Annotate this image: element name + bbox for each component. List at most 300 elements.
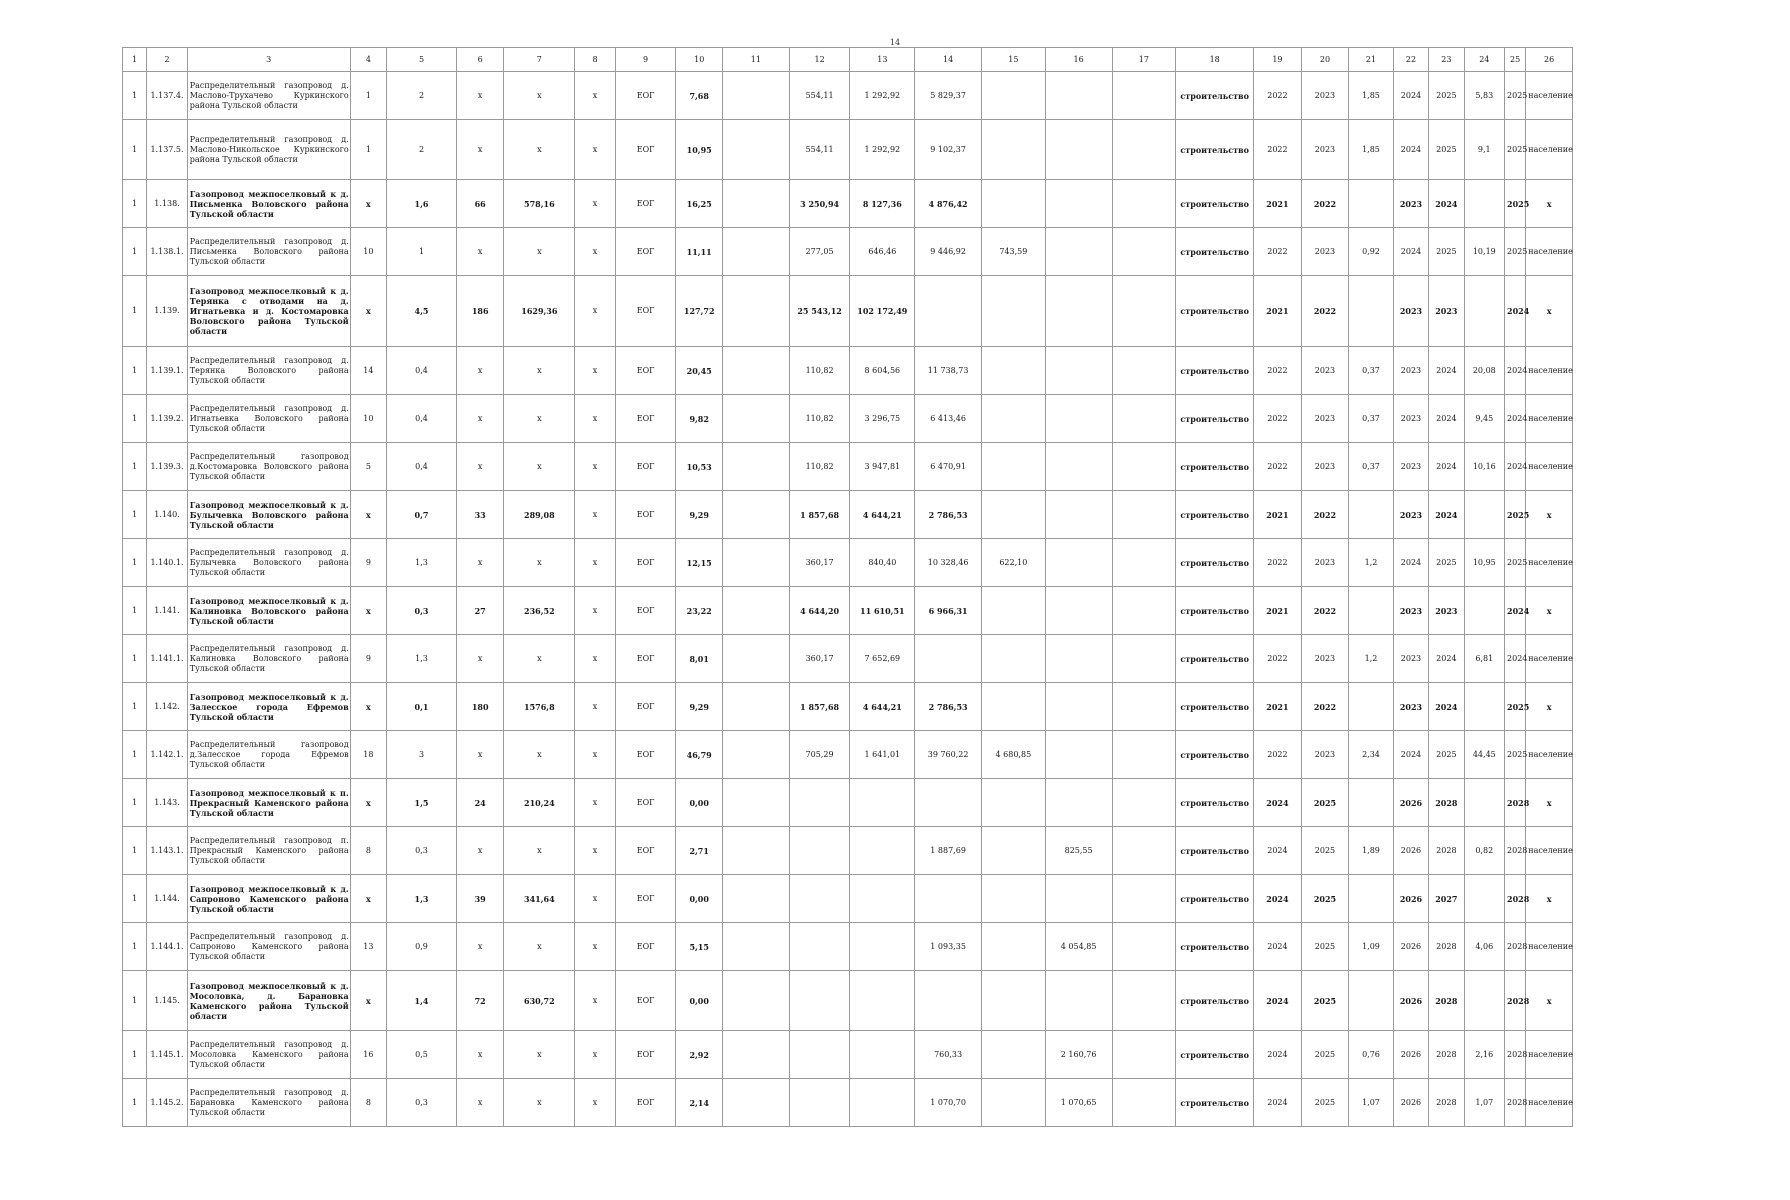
- table-cell: ЕОГ: [615, 491, 676, 539]
- table-cell: 5,83: [1464, 72, 1504, 120]
- table-cell: 2025: [1429, 72, 1464, 120]
- object-name-cell: Распределительный газопровод д. Булычевка Воловского района Тульской области: [187, 539, 350, 587]
- table-cell: 2024: [1505, 635, 1526, 683]
- column-number-15: 15: [981, 48, 1045, 72]
- table-cell: 1,07: [1464, 1079, 1504, 1127]
- table-cell: 1629,36: [504, 276, 575, 347]
- table-cell: 1: [123, 539, 147, 587]
- table-cell: [1349, 971, 1394, 1031]
- table-cell: 2024: [1429, 395, 1464, 443]
- table-cell: 127,72: [676, 276, 723, 347]
- table-cell: 2025: [1429, 228, 1464, 276]
- table-cell: [1112, 779, 1176, 827]
- table-cell: население: [1526, 395, 1573, 443]
- table-cell: [789, 923, 850, 971]
- table-cell: строительство: [1176, 923, 1254, 971]
- table-cell: строительство: [1176, 347, 1254, 395]
- table-cell: ЕОГ: [615, 635, 676, 683]
- table-cell: ЕОГ: [615, 347, 676, 395]
- table-cell: 1: [350, 120, 386, 180]
- table-cell: 2022: [1254, 72, 1302, 120]
- table-cell: [789, 875, 850, 923]
- table-cell: х: [575, 347, 615, 395]
- table-cell: ЕОГ: [615, 971, 676, 1031]
- header-row: [123, 48, 1573, 72]
- table-cell: 2025: [1429, 120, 1464, 180]
- table-cell: 9: [350, 539, 386, 587]
- table-cell: [722, 276, 789, 347]
- gas-pipeline-table: [122, 47, 1573, 1127]
- column-number-23: 23: [1429, 48, 1464, 72]
- table-cell: 1,4: [387, 971, 457, 1031]
- table-cell: х: [575, 180, 615, 228]
- table-cell: [1045, 443, 1112, 491]
- table-cell: 1 093,35: [915, 923, 982, 971]
- table-cell: 1: [123, 971, 147, 1031]
- object-name-cell: Газопровод межпоселковый к д. Залесское города Ефремов Тульской области: [187, 683, 350, 731]
- table-cell: [722, 120, 789, 180]
- table-cell: 2024: [1505, 395, 1526, 443]
- table-row: [123, 923, 1573, 971]
- table-cell: 20,45: [676, 347, 723, 395]
- table-cell: 66: [456, 180, 504, 228]
- table-cell: 2028: [1505, 1031, 1526, 1079]
- table-cell: [981, 276, 1045, 347]
- table-cell: х: [575, 539, 615, 587]
- table-cell: [1464, 875, 1504, 923]
- table-cell: 1.142.: [147, 683, 187, 731]
- table-cell: 2022: [1301, 180, 1349, 228]
- table-cell: 2021: [1254, 587, 1302, 635]
- table-cell: 2025: [1429, 731, 1464, 779]
- table-cell: население: [1526, 539, 1573, 587]
- table-cell: 2022: [1254, 539, 1302, 587]
- table-cell: х: [575, 72, 615, 120]
- table-cell: [981, 395, 1045, 443]
- table-cell: [1112, 228, 1176, 276]
- table-cell: 1.145.2.: [147, 1079, 187, 1127]
- table-cell: 1.143.1.: [147, 827, 187, 875]
- table-cell: [722, 923, 789, 971]
- table-cell: 2023: [1301, 731, 1349, 779]
- table-cell: х: [350, 276, 386, 347]
- table-cell: 840,40: [850, 539, 915, 587]
- table-cell: 2022: [1254, 395, 1302, 443]
- table-cell: х: [575, 971, 615, 1031]
- table-cell: х: [575, 228, 615, 276]
- table-cell: 7 652,69: [850, 635, 915, 683]
- table-cell: [1112, 827, 1176, 875]
- table-cell: строительство: [1176, 1031, 1254, 1079]
- table-cell: 0,3: [387, 1079, 457, 1127]
- table-cell: 2028: [1505, 875, 1526, 923]
- table-cell: [1045, 491, 1112, 539]
- table-cell: население: [1526, 443, 1573, 491]
- table-cell: 2025: [1505, 491, 1526, 539]
- column-number-8: 8: [575, 48, 615, 72]
- table-cell: 110,82: [789, 395, 850, 443]
- table-cell: 2022: [1254, 120, 1302, 180]
- table-cell: 0,92: [1349, 228, 1394, 276]
- table-cell: строительство: [1176, 1079, 1254, 1127]
- table-cell: [981, 683, 1045, 731]
- table-cell: 2,71: [676, 827, 723, 875]
- table-cell: ЕОГ: [615, 228, 676, 276]
- table-cell: 12,15: [676, 539, 723, 587]
- table-cell: х: [350, 971, 386, 1031]
- table-cell: строительство: [1176, 180, 1254, 228]
- table-cell: [722, 72, 789, 120]
- table-cell: 2022: [1301, 587, 1349, 635]
- table-cell: ЕОГ: [615, 923, 676, 971]
- table-cell: [722, 228, 789, 276]
- table-cell: х: [504, 72, 575, 120]
- table-row: [123, 228, 1573, 276]
- table-cell: 2023: [1393, 491, 1428, 539]
- table-cell: 6,81: [1464, 635, 1504, 683]
- table-cell: [722, 395, 789, 443]
- table-cell: 2025: [1301, 1031, 1349, 1079]
- table-cell: 1,3: [387, 539, 457, 587]
- table-cell: 2023: [1301, 228, 1349, 276]
- table-cell: [1112, 347, 1176, 395]
- table-cell: 1: [123, 923, 147, 971]
- table-cell: [1045, 276, 1112, 347]
- table-cell: 7,68: [676, 72, 723, 120]
- table-cell: х: [504, 1079, 575, 1127]
- table-cell: 2024: [1505, 276, 1526, 347]
- table-cell: х: [456, 228, 504, 276]
- table-row: [123, 875, 1573, 923]
- table-cell: 11 738,73: [915, 347, 982, 395]
- table-cell: х: [504, 120, 575, 180]
- table-cell: население: [1526, 1031, 1573, 1079]
- table-cell: [722, 347, 789, 395]
- table-row: [123, 1079, 1573, 1127]
- table-cell: [1045, 228, 1112, 276]
- table-cell: 2024: [1429, 180, 1464, 228]
- table-cell: ЕОГ: [615, 587, 676, 635]
- table-cell: 1 887,69: [915, 827, 982, 875]
- table-cell: 2028: [1429, 923, 1464, 971]
- object-name-cell: Газопровод межпоселковый к д. Мосоловка, д. Барановка Каменского района Тульской области: [187, 971, 350, 1031]
- table-cell: население: [1526, 731, 1573, 779]
- table-cell: 360,17: [789, 635, 850, 683]
- table-cell: [1045, 120, 1112, 180]
- table-cell: строительство: [1176, 875, 1254, 923]
- table-cell: 1.139.: [147, 276, 187, 347]
- table-cell: 2028: [1429, 971, 1464, 1031]
- table-cell: 2025: [1505, 72, 1526, 120]
- table-cell: [1112, 731, 1176, 779]
- table-cell: [1112, 180, 1176, 228]
- table-cell: х: [456, 539, 504, 587]
- table-cell: 1 857,68: [789, 683, 850, 731]
- table-cell: 1.141.: [147, 587, 187, 635]
- table-cell: 1,6: [387, 180, 457, 228]
- table-cell: [1464, 683, 1504, 731]
- table-cell: х: [504, 635, 575, 683]
- table-cell: х: [350, 875, 386, 923]
- table-cell: ЕОГ: [615, 180, 676, 228]
- object-name-cell: Газопровод межпоселковый к д. Калиновка Воловского района Тульской области: [187, 587, 350, 635]
- table-cell: 1: [123, 1079, 147, 1127]
- object-name-cell: Газопровод межпоселковый к п. Прекрасный Каменского района Тульской области: [187, 779, 350, 827]
- table-cell: 1,3: [387, 635, 457, 683]
- object-name-cell: Газопровод межпоселковый к д. Письменка Воловского района Тульской области: [187, 180, 350, 228]
- table-cell: 743,59: [981, 228, 1045, 276]
- table-cell: 2023: [1429, 276, 1464, 347]
- table-cell: 1,5: [387, 779, 457, 827]
- table-cell: х: [575, 1079, 615, 1127]
- table-cell: 2024: [1429, 443, 1464, 491]
- table-cell: 1.145.1.: [147, 1031, 187, 1079]
- table-cell: население: [1526, 347, 1573, 395]
- table-cell: [981, 587, 1045, 635]
- table-cell: 2024: [1254, 875, 1302, 923]
- table-cell: 630,72: [504, 971, 575, 1031]
- table-cell: [722, 827, 789, 875]
- table-cell: 11,11: [676, 228, 723, 276]
- table-cell: [722, 180, 789, 228]
- table-cell: 10,16: [1464, 443, 1504, 491]
- table-cell: 2028: [1505, 923, 1526, 971]
- table-cell: ЕОГ: [615, 539, 676, 587]
- table-cell: х: [350, 779, 386, 827]
- table-cell: [1112, 120, 1176, 180]
- table-cell: х: [504, 1031, 575, 1079]
- table-cell: 1: [123, 395, 147, 443]
- table-cell: [1464, 587, 1504, 635]
- table-cell: 10,95: [1464, 539, 1504, 587]
- table-cell: 1.141.1.: [147, 635, 187, 683]
- table-cell: 2023: [1301, 347, 1349, 395]
- table-cell: 2022: [1254, 443, 1302, 491]
- table-cell: х: [456, 443, 504, 491]
- table-cell: х: [575, 875, 615, 923]
- table-cell: строительство: [1176, 276, 1254, 347]
- table-cell: 2026: [1393, 971, 1428, 1031]
- table-cell: 2025: [1301, 1079, 1349, 1127]
- table-cell: [1349, 875, 1394, 923]
- table-cell: [1349, 180, 1394, 228]
- table-cell: х: [575, 1031, 615, 1079]
- table-cell: население: [1526, 120, 1573, 180]
- table-cell: 2021: [1254, 276, 1302, 347]
- table-cell: 0,3: [387, 587, 457, 635]
- object-name-cell: Распределительный газопровод д. Барановка Каменского района Тульской области: [187, 1079, 350, 1127]
- table-cell: [1112, 875, 1176, 923]
- table-cell: 2023: [1429, 587, 1464, 635]
- table-cell: 0,82: [1464, 827, 1504, 875]
- table-cell: х: [575, 923, 615, 971]
- table-cell: 2028: [1429, 1079, 1464, 1127]
- table-cell: [1045, 971, 1112, 1031]
- table-cell: 9,29: [676, 491, 723, 539]
- table-cell: х: [504, 539, 575, 587]
- table-cell: 2023: [1393, 276, 1428, 347]
- table-cell: [1464, 276, 1504, 347]
- table-cell: 2: [387, 72, 457, 120]
- table-cell: 39 760,22: [915, 731, 982, 779]
- table-cell: 825,55: [1045, 827, 1112, 875]
- table-cell: 1,89: [1349, 827, 1394, 875]
- table-cell: [789, 827, 850, 875]
- table-cell: 2026: [1393, 779, 1428, 827]
- table-cell: [1112, 971, 1176, 1031]
- table-cell: 0,9: [387, 923, 457, 971]
- column-number-11: 11: [722, 48, 789, 72]
- table-cell: 4 054,85: [1045, 923, 1112, 971]
- table-cell: х: [1526, 683, 1573, 731]
- table-cell: 2022: [1254, 347, 1302, 395]
- table-cell: [981, 635, 1045, 683]
- table-cell: [789, 779, 850, 827]
- table-cell: [1349, 683, 1394, 731]
- table-cell: 1 641,01: [850, 731, 915, 779]
- table-cell: х: [504, 443, 575, 491]
- table-cell: 1.140.: [147, 491, 187, 539]
- table-cell: строительство: [1176, 443, 1254, 491]
- table-cell: [850, 779, 915, 827]
- table-cell: 2023: [1301, 635, 1349, 683]
- table-cell: [981, 923, 1045, 971]
- object-name-cell: Распределительный газопровод д. Терянка Воловского района Тульской области: [187, 347, 350, 395]
- table-cell: х: [575, 587, 615, 635]
- table-cell: 2028: [1429, 1031, 1464, 1079]
- table-cell: 2023: [1393, 443, 1428, 491]
- table-cell: х: [456, 347, 504, 395]
- table-cell: 16: [350, 1031, 386, 1079]
- table-cell: 2023: [1393, 347, 1428, 395]
- table-cell: х: [456, 923, 504, 971]
- table-cell: 2028: [1505, 779, 1526, 827]
- column-number-4: 4: [350, 48, 386, 72]
- table-cell: х: [1526, 587, 1573, 635]
- table-cell: 1.142.1.: [147, 731, 187, 779]
- table-cell: 13: [350, 923, 386, 971]
- table-cell: 1,2: [1349, 635, 1394, 683]
- object-name-cell: Распределительный газопровод д.Костомаровка Воловского района Тульской области: [187, 443, 350, 491]
- table-cell: х: [575, 120, 615, 180]
- table-cell: 4 644,21: [850, 683, 915, 731]
- table-cell: 0,1: [387, 683, 457, 731]
- table-cell: [1464, 971, 1504, 1031]
- table-cell: [1112, 395, 1176, 443]
- table-cell: 1: [123, 635, 147, 683]
- table-cell: [1045, 731, 1112, 779]
- table-cell: 1: [350, 72, 386, 120]
- table-row: [123, 827, 1573, 875]
- table-cell: 2,34: [1349, 731, 1394, 779]
- table-row: [123, 180, 1573, 228]
- table-cell: 4 680,85: [981, 731, 1045, 779]
- table-cell: [1464, 779, 1504, 827]
- table-cell: 1.143.: [147, 779, 187, 827]
- table-cell: 23,22: [676, 587, 723, 635]
- table-cell: [981, 347, 1045, 395]
- table-cell: 4 644,20: [789, 587, 850, 635]
- table-cell: х: [504, 731, 575, 779]
- table-cell: 2025: [1301, 779, 1349, 827]
- table-cell: 554,11: [789, 72, 850, 120]
- table-cell: 25 543,12: [789, 276, 850, 347]
- column-number-9: 9: [615, 48, 676, 72]
- table-cell: 1.144.1.: [147, 923, 187, 971]
- table-cell: 2024: [1505, 587, 1526, 635]
- table-cell: [722, 779, 789, 827]
- table-cell: ЕОГ: [615, 1079, 676, 1127]
- table-cell: 0,37: [1349, 395, 1394, 443]
- table-cell: 2025: [1301, 971, 1349, 1031]
- table-cell: 2024: [1254, 827, 1302, 875]
- table-cell: [1112, 276, 1176, 347]
- table-cell: 1.137.5.: [147, 120, 187, 180]
- table-cell: ЕОГ: [615, 827, 676, 875]
- table-cell: [1045, 635, 1112, 683]
- table-cell: 9,45: [1464, 395, 1504, 443]
- table-cell: 2027: [1429, 875, 1464, 923]
- table-row: [123, 635, 1573, 683]
- table-cell: х: [575, 779, 615, 827]
- table-cell: 2023: [1393, 635, 1428, 683]
- table-cell: [981, 827, 1045, 875]
- table-cell: 289,08: [504, 491, 575, 539]
- table-cell: 3: [387, 731, 457, 779]
- table-cell: 705,29: [789, 731, 850, 779]
- table-cell: 24: [456, 779, 504, 827]
- table-cell: 9,82: [676, 395, 723, 443]
- table-cell: х: [350, 587, 386, 635]
- table-cell: 27: [456, 587, 504, 635]
- table-body: [123, 48, 1573, 1127]
- table-cell: [1112, 491, 1176, 539]
- table-cell: 2022: [1254, 731, 1302, 779]
- table-row: [123, 971, 1573, 1031]
- table-cell: х: [456, 635, 504, 683]
- table-cell: 9 446,92: [915, 228, 982, 276]
- column-number-17: 17: [1112, 48, 1176, 72]
- table-cell: 8: [350, 827, 386, 875]
- column-number-18: 18: [1176, 48, 1254, 72]
- table-cell: 1: [123, 1031, 147, 1079]
- table-row: [123, 539, 1573, 587]
- table-cell: 210,24: [504, 779, 575, 827]
- table-cell: [981, 779, 1045, 827]
- table-cell: 2025: [1505, 539, 1526, 587]
- table-cell: 10 328,46: [915, 539, 982, 587]
- table-cell: население: [1526, 635, 1573, 683]
- table-cell: 10,95: [676, 120, 723, 180]
- table-cell: строительство: [1176, 72, 1254, 120]
- table-cell: [981, 491, 1045, 539]
- table-cell: строительство: [1176, 395, 1254, 443]
- table-cell: 14: [350, 347, 386, 395]
- table-cell: 1.138.: [147, 180, 187, 228]
- table-cell: 1 857,68: [789, 491, 850, 539]
- table-cell: х: [575, 827, 615, 875]
- table-cell: 1: [123, 779, 147, 827]
- table-cell: 1,09: [1349, 923, 1394, 971]
- table-cell: 2024: [1429, 491, 1464, 539]
- table-cell: 1.144.: [147, 875, 187, 923]
- table-row: [123, 731, 1573, 779]
- table-cell: 2023: [1301, 120, 1349, 180]
- table-cell: 1: [123, 120, 147, 180]
- table-cell: 2024: [1505, 443, 1526, 491]
- table-cell: 11 610,51: [850, 587, 915, 635]
- table-cell: 2021: [1254, 683, 1302, 731]
